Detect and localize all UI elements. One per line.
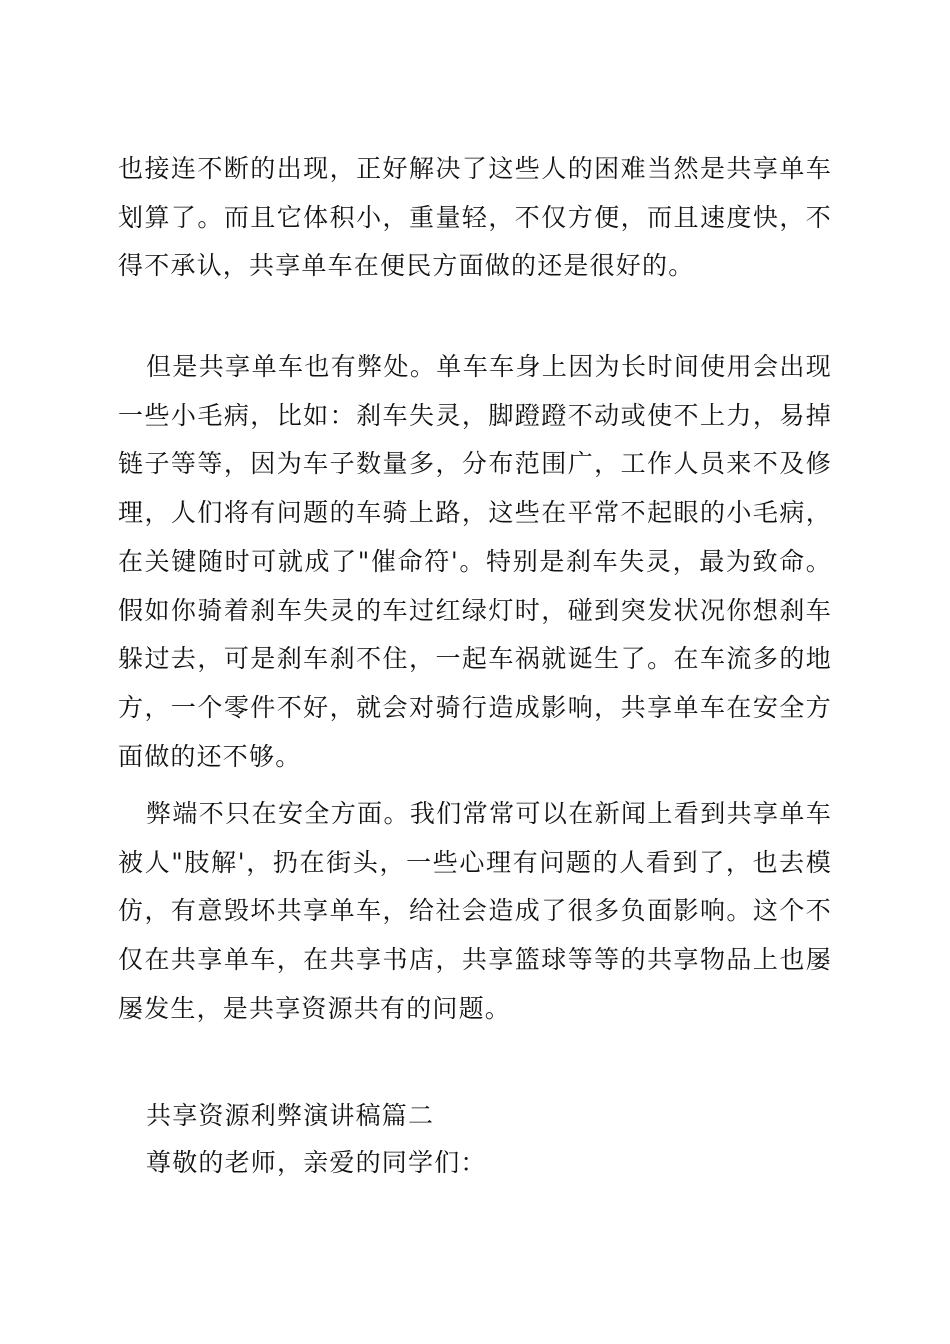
paragraph-continuation: 也接连不断的出现，正好解决了这些人的困难当然是共享单车划算了。而且它体积小，重量轻，不仅方便，而且速度快，不得不承认，共享单车在便民方面做的还是很好的。: [118, 154, 832, 281]
paragraph-drawbacks-vandalism: 弊端不只在安全方面。我们常常可以在新闻上看到共享单车被人"肢解'，扔在街头，一些心理有问题的人看到了，也去模仿，有意毁坏共享单车，给社会造成了很多负面影响。这个不仅在共享单车，在共享书店，共享篮球等等的共享物品上也屡屡发生，是共享资源共有的问题。: [118, 799, 832, 1023]
section-title: 共享资源利弊演讲稿篇二: [146, 1101, 435, 1130]
speech-greeting: 尊敬的老师，亲爱的同学们：: [146, 1148, 487, 1177]
paragraph-drawbacks-safety: 但是共享单车也有弊处。单车车身上因为长时间使用会出现一些小毛病，比如：刹车失灵，脚蹬蹬不动或使不上力，易掉链子等等，因为车子数量多，分布范围广，工作人员来不及修理，人们将有问题的车骑上路，这些在平常不起眼的小毛病，在关键随时可就成了"催命符'。特别是刹车失灵，最为致命。假如你骑着刹车失灵的车过红绿灯时，碰到突发状况你想刹车躲过去，可是刹车刹不住，一起车祸就诞生了。在车流多的地方，一个零件不好，就会对骑行造成影响，共享单车在安全方面做的还不够。: [118, 352, 832, 771]
